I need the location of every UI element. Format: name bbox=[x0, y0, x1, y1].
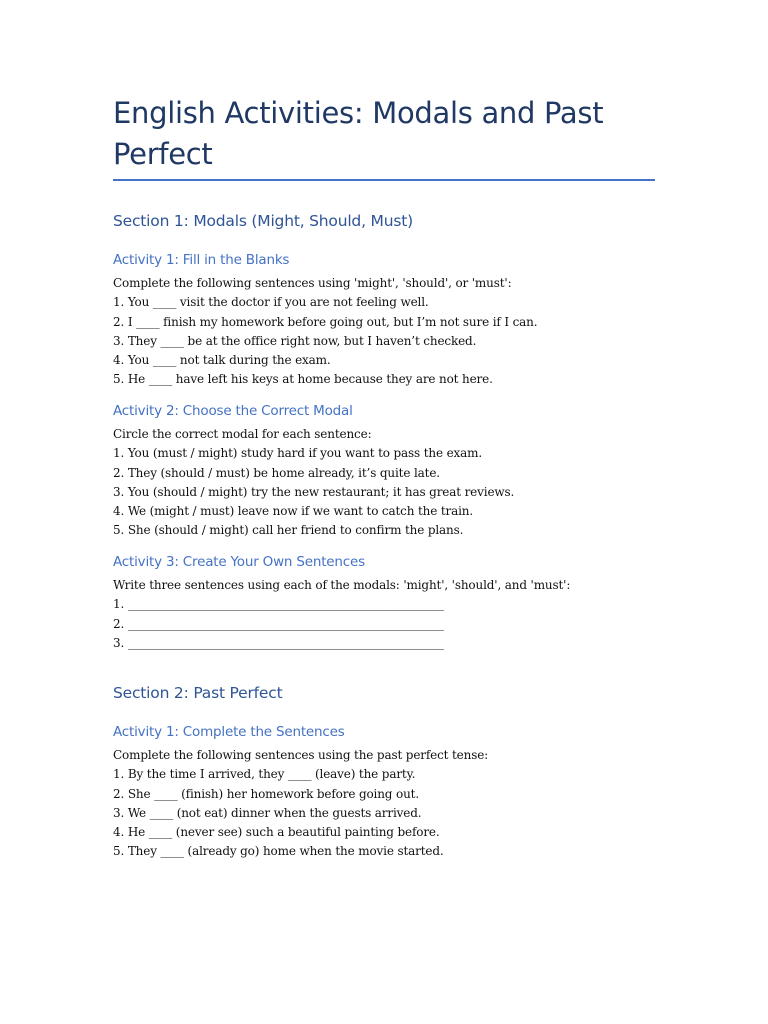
section-2-heading: Section 2: Past Perfect bbox=[113, 684, 283, 702]
s1-activity-2-item: 1. You (must / might) study hard if you want to pass the exam. bbox=[113, 446, 483, 461]
title-underline bbox=[113, 179, 655, 181]
s1-activity-1-item: 2. I ____ finish my homework before going out, but I’m not sure if I can. bbox=[113, 314, 538, 329]
s1-activity-3-item: 2. ______________________________________________________ bbox=[113, 616, 444, 631]
s1-activity-1-body bbox=[113, 274, 658, 390]
s1-activity-2-instruction: Circle the correct modal for each sentence: bbox=[113, 427, 372, 441]
section-1-heading: Section 1: Modals (Might, Should, Must) bbox=[113, 212, 413, 230]
s1-activity-2-item: 4. We (might / must) leave now if we want to catch the train. bbox=[113, 504, 474, 519]
s2-activity-1-instruction: Complete the following sentences using the past perfect tense: bbox=[113, 748, 489, 762]
s1-activity-2-heading: Activity 2: Choose the Correct Modal bbox=[113, 403, 353, 419]
s1-activity-3-item: 3. ______________________________________________________ bbox=[113, 635, 444, 650]
s2-activity-1-item: 4. He ____ (never see) such a beautiful painting before. bbox=[113, 825, 440, 840]
s1-activity-1-item: 1. You ____ visit the doctor if you are not feeling well. bbox=[113, 295, 429, 310]
s2-activity-1-body bbox=[113, 746, 658, 862]
s1-activity-2-item: 2. They (should / must) be home already, it’s quite late. bbox=[113, 465, 440, 480]
s1-activity-2-body bbox=[113, 425, 658, 541]
s2-activity-1-item: 3. We ____ (not eat) dinner when the guests arrived. bbox=[113, 805, 422, 820]
s1-activity-1-item: 4. You ____ not talk during the exam. bbox=[113, 353, 331, 368]
s1-activity-3-heading: Activity 3: Create Your Own Sentences bbox=[113, 554, 365, 570]
s2-activity-1-item: 5. They ____ (already go) home when the movie started. bbox=[113, 844, 444, 859]
s1-activity-2-item: 5. She (should / might) call her friend to confirm the plans. bbox=[113, 523, 464, 538]
s2-activity-1-item: 1. By the time I arrived, they ____ (leave) the party. bbox=[113, 767, 416, 782]
document-title: English Activities: Modals and Past Perfect bbox=[113, 96, 604, 171]
s1-activity-3-instruction: Write three sentences using each of the modals: 'might', 'should', and 'must': bbox=[113, 578, 571, 592]
s2-activity-1-heading: Activity 1: Complete the Sentences bbox=[113, 724, 345, 740]
s1-activity-2-item: 3. You (should / might) try the new restaurant; it has great reviews. bbox=[113, 484, 515, 499]
s2-activity-1-item: 2. She ____ (finish) her homework before going out. bbox=[113, 786, 419, 801]
s1-activity-1-instruction: Complete the following sentences using 'might', 'should', or 'must': bbox=[113, 276, 512, 290]
s1-activity-1-item: 3. They ____ be at the office right now, but I haven’t checked. bbox=[113, 333, 477, 348]
s1-activity-3-item: 1. ______________________________________________________ bbox=[113, 597, 444, 612]
s1-activity-3-body bbox=[113, 576, 658, 653]
s1-activity-1-heading: Activity 1: Fill in the Blanks bbox=[113, 252, 290, 268]
s1-activity-1-item: 5. He ____ have left his keys at home because they are not here. bbox=[113, 372, 493, 387]
